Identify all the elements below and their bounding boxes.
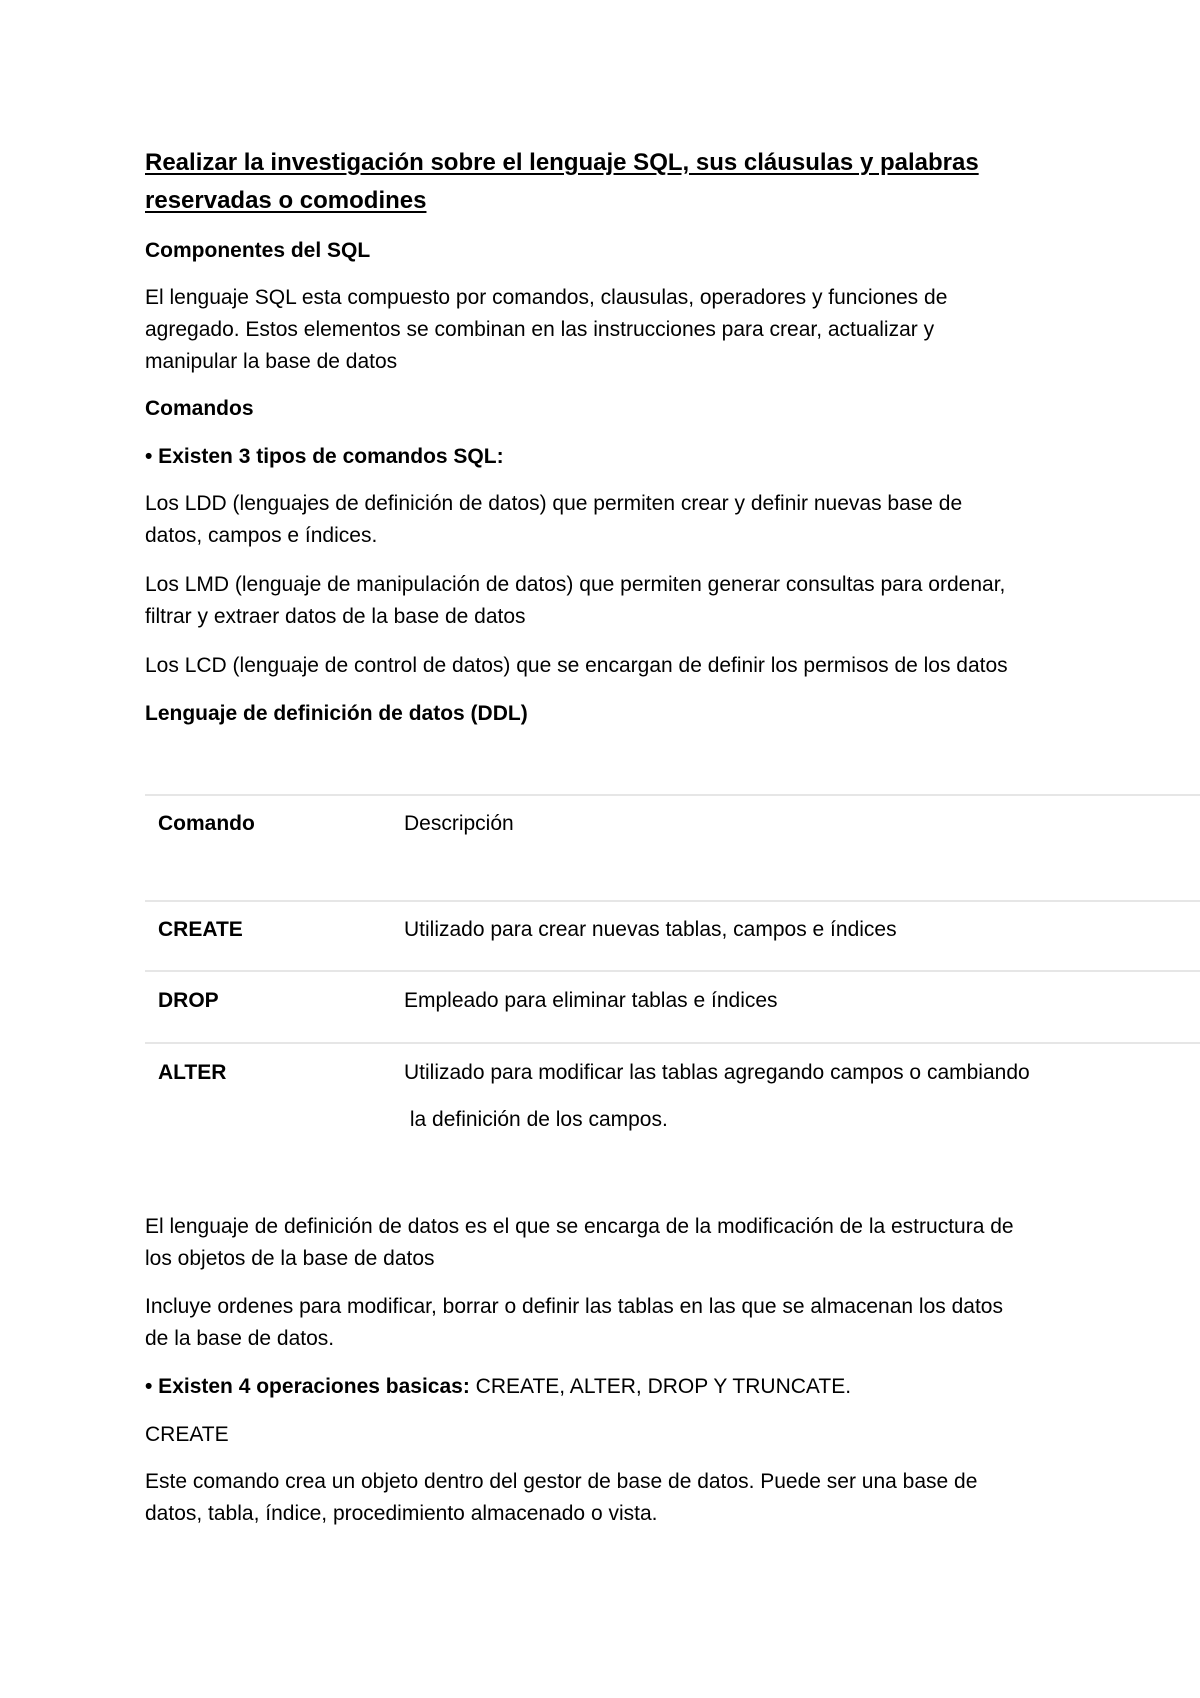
- operations-bullet-list: CREATE, ALTER, DROP Y TRUNCATE.: [469, 1375, 852, 1398]
- ldd-paragraph: [145, 488, 1085, 552]
- title-line-1: Realizar la investigación sobre el lenguaje SQL, sus cláusulas y palabras: [145, 149, 979, 176]
- operations-bullet: [145, 1371, 1085, 1403]
- table-row-alter-command: ALTER: [158, 1061, 227, 1084]
- table-rule: [145, 1042, 1200, 1044]
- table-row-create-command: CREATE: [158, 918, 243, 941]
- ddl-heading: Lenguaje de definición de datos (DDL): [145, 702, 528, 725]
- ddl-paragraph-2: [145, 1291, 1085, 1355]
- intro-line-1: El lenguaje SQL esta compuesto por comandos, clausulas, operadores y funciones de: [145, 286, 948, 309]
- table-row-alter-description: Utilizado para modificar las tablas agregando campos o cambiando: [404, 1061, 1030, 1084]
- lmd-line-2: filtrar y extraer datos de la base de datos: [145, 605, 526, 628]
- table-row-drop-description: Empleado para eliminar tablas e índices: [404, 989, 778, 1012]
- ddl-p1-line-2: los objetos de la base de datos: [145, 1247, 435, 1270]
- create-heading: CREATE: [145, 1423, 229, 1446]
- ddl-p1-line-1: El lenguaje de definición de datos es el que se encarga de la modificación de la estructura de: [145, 1215, 1014, 1238]
- intro-line-2: agregado. Estos elementos se combinan en las instrucciones para crear, actualizar y: [145, 318, 935, 341]
- ddl-p2-line-1: Incluye ordenes para modificar, borrar o definir las tablas en las que se almacenan los datos: [145, 1295, 1003, 1318]
- lcd-paragraph: Los LCD (lenguaje de control de datos) que se encargan de definir los permisos de los datos: [145, 654, 1008, 677]
- title-line-2: reservadas o comodines: [145, 187, 427, 214]
- table-header-command: Comando: [158, 812, 255, 835]
- table-header-description: Descripción: [404, 812, 514, 835]
- table-rule: [145, 900, 1200, 902]
- intro-paragraph: [145, 282, 1085, 378]
- create-paragraph: [145, 1466, 1085, 1530]
- components-heading: Componentes del SQL: [145, 239, 371, 262]
- table-row-alter-description-cont: la definición de los campos.: [404, 1108, 668, 1131]
- table-row-create-description: Utilizado para crear nuevas tablas, campos e índices: [404, 918, 897, 941]
- intro-line-3: manipular la base de datos: [145, 350, 398, 373]
- commands-heading: Comandos: [145, 397, 254, 420]
- table-rule: [145, 794, 1200, 796]
- table-row-drop-command: DROP: [158, 989, 219, 1012]
- table-rule: [145, 970, 1200, 972]
- ddl-paragraph-1: [145, 1211, 1085, 1275]
- ddl-p2-line-2: de la base de datos.: [145, 1327, 335, 1350]
- types-bullet: • Existen 3 tipos de comandos SQL:: [145, 445, 504, 468]
- operations-bullet-label: • Existen 4 operaciones basicas:: [145, 1375, 470, 1398]
- lmd-line-1: Los LMD (lenguaje de manipulación de datos) que permiten generar consultas para ordenar,: [145, 573, 1006, 596]
- create-line-1: Este comando crea un objeto dentro del gestor de base de datos. Puede ser una base de: [145, 1470, 978, 1493]
- ldd-line-1: Los LDD (lenguajes de definición de datos) que permiten crear y definir nuevas base de: [145, 492, 963, 515]
- ldd-line-2: datos, campos e índices.: [145, 524, 378, 547]
- lmd-paragraph: [145, 569, 1085, 633]
- create-line-2: datos, tabla, índice, procedimiento almacenado o vista.: [145, 1502, 658, 1525]
- document-title: [145, 144, 1085, 220]
